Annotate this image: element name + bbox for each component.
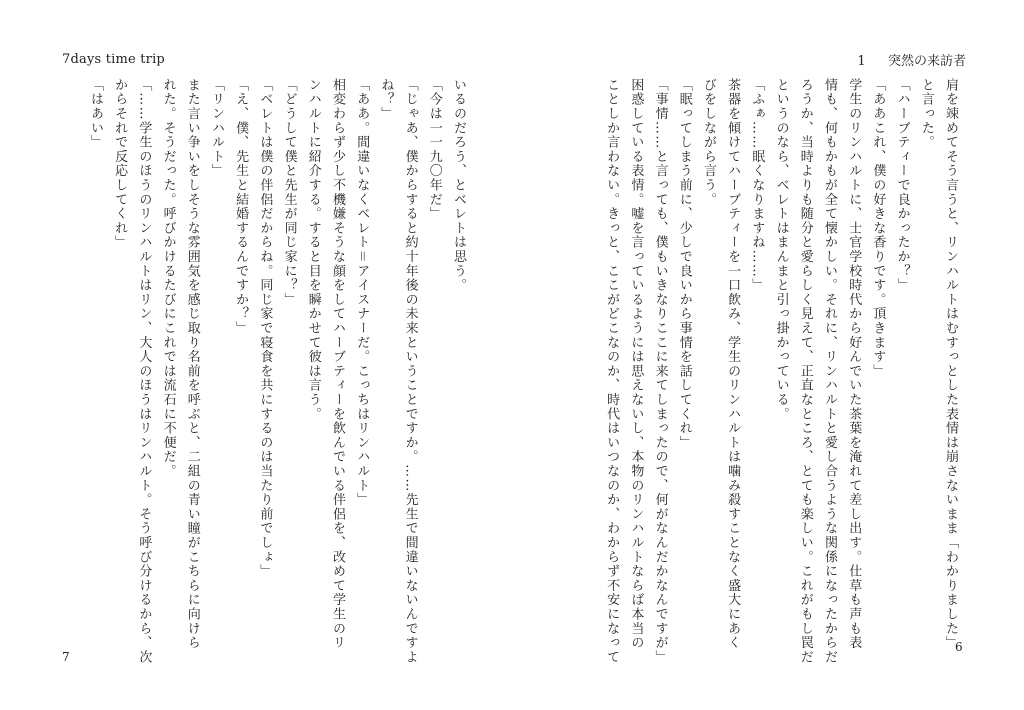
text-line: 情も、何もかもが全て懐かしい。それに、リンハルトと愛し合うような関係になったからだ [821,78,837,665]
text-line: 「はあい」 [87,78,103,150]
text-line: びをしながら言う。 [700,78,716,207]
text-line: 肩を竦めてそう言うと、リンハルトはむすっとした表情は崩さないまま「わかりました」 [943,78,958,650]
text-line: 相変わらず少し不機嫌そうな顔をしてハーブティーを飲んでいる伴侶を、改めて学生のリ [329,78,345,650]
text-line: からそれで反応してくれ」 [112,78,128,250]
text-line: ンハルトに紹介する。すると目を瞬かせて彼は言う。 [305,78,321,422]
right-page-text [566,78,962,665]
text-line: 茶器を傾けてハーブティーを一口飲み、学生のリンハルトは噛み殺すことなく盛大にあく [725,78,741,650]
text-line: ことしか言わない。きっと、ここがどこなのか、時代はいつなのか、わからず不安になって [604,78,620,665]
text-line: 「ベレトは僕の伴侶だからね。同じ家で寝食を共にするのは当たり前でしょ」 [257,78,273,579]
text-line: れた。そうだった。呼びかけるたびにこれでは流石に不便だ。 [160,78,176,479]
text-line: 「どうして僕と先生が同じ家に？」 [281,78,297,307]
text-line: ろうか、当時よりも随分と愛らしく見えて、正直なところ、とても楽しい。これがもし罠だ [797,78,813,665]
text-line: 「ふぁ……眠くなりますね……」 [749,78,765,293]
chapter-title: 突然の来訪者 [887,54,966,69]
text-line: と言った。 [918,78,934,150]
text-line: 「……学生のほうのリンハルトはリン、大人のほうはリンハルト。そう呼び分けるから、次 [136,78,152,665]
text-line: 「え、僕、先生と結婚するんですか？」 [233,78,249,336]
running-head-chapter [857,50,966,69]
text-line: 「今は一一九〇年だ」 [426,78,442,221]
text-line: 「事情……と言っても、僕もいきなりここに来てしまったので、何がなんだかなんですが」 [652,78,668,665]
text-line: 「ハーブティーで良かったか？」 [894,78,910,293]
text-line: 「リンハルト」 [208,78,224,179]
chapter-number: 1 [857,54,866,69]
text-line: また言い争いをしそうな雰囲気を感じ取り名前を呼ぶと、二組の青い瞳がこちらに向けら [184,78,200,650]
text-line: 「じゃあ、僕からすると約十年後の未来ということですか。……先生で間違いないんですよ [402,78,418,665]
text-line: 「眠ってしまう前に、少しで良いから事情を話してくれ」 [676,78,692,450]
page-number-left: 7 [62,650,70,664]
text-line: というのなら、ベレトはまんまと引っ掛かっている。 [773,78,789,422]
text-line: 学生のリンハルトに、士官学校時代から好んでいた茶葉を淹れて差し出す。仕草も声も表 [846,78,862,650]
running-head-title: 7days time trip [62,52,165,67]
text-line: いるのだろう、とベレトは思う。 [451,78,466,293]
text-line: ね？」 [378,78,394,121]
text-line: 困惑している表情。嘘を言っているようには思えないし、本物のリンハルトならば本当の [628,78,644,650]
left-page-text [87,78,470,665]
text-line: 「ああこれ、僕の好きな香りです。頂きます」 [870,78,886,379]
text-line: 「ああ。間違いなくベレト＝アイスナーだ。こっちはリンハルト」 [354,78,370,507]
page-number-right: 6 [955,640,963,654]
